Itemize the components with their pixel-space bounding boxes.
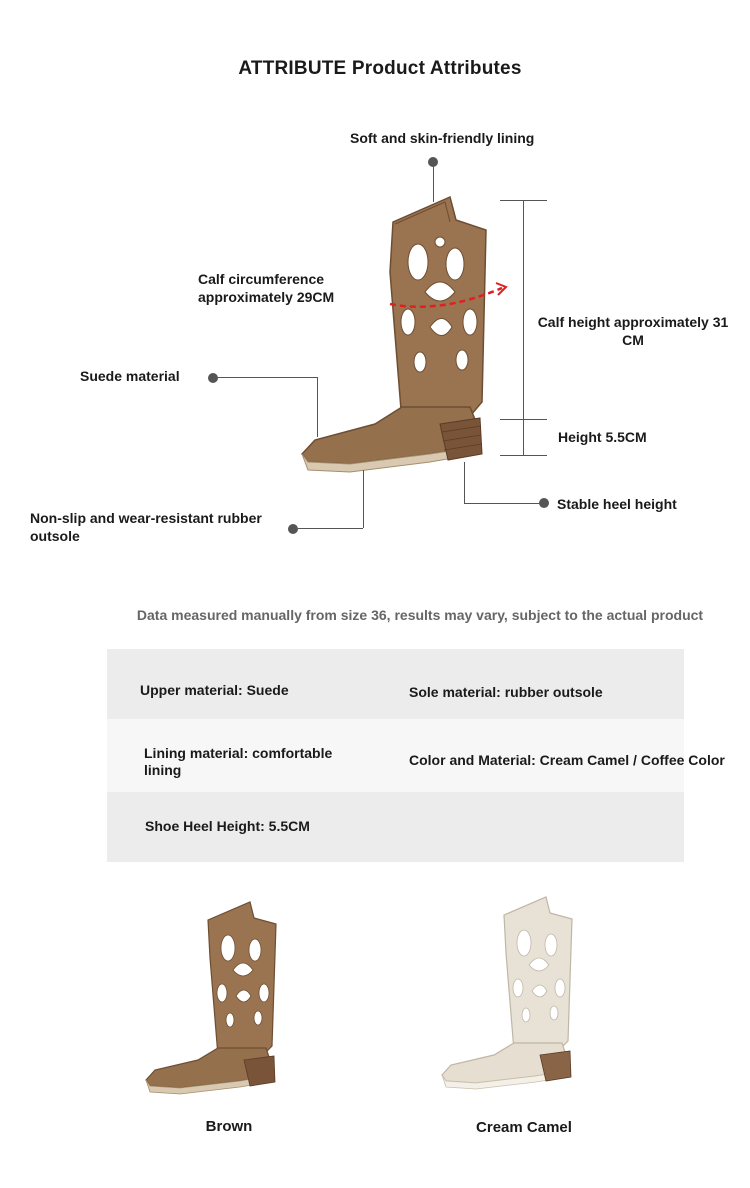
spec-row — [107, 792, 684, 862]
callout-lining: Soft and skin-friendly lining — [350, 130, 535, 146]
spec-row — [107, 649, 684, 719]
callout-suede-leader-v — [317, 377, 318, 437]
spec-cell: Sole material: rubber outsole — [409, 684, 603, 700]
dimension-mid-tick — [500, 419, 547, 420]
callout-lining-leader — [433, 166, 434, 202]
variant-boot-cream-camel — [436, 893, 576, 1098]
callout-calf-circumference: Calf circumference approximately 29CM — [198, 271, 335, 305]
callout-outsole: Non-slip and wear-resistant rubber outsole — [30, 510, 262, 544]
variant-label-brown: Brown — [205, 1118, 253, 1135]
spec-cell: Lining material: comfortable lining — [144, 745, 333, 778]
spec-cell: Upper material: Suede — [140, 682, 289, 698]
spec-cell: Color and Material: Cream Camel / Coffee Color — [409, 752, 725, 768]
spec-table — [107, 649, 725, 862]
callout-suede-dot — [208, 373, 218, 383]
callout-stable-heel: Stable heel height — [557, 496, 677, 512]
callout-outsole-dot — [288, 524, 298, 534]
spec-cell: Shoe Heel Height: 5.5CM — [145, 818, 310, 834]
callout-suede: Suede material — [80, 368, 180, 384]
callout-outsole-leader-h — [298, 528, 363, 529]
callout-heel-height: Height 5.5CM — [558, 429, 647, 445]
spec-row — [107, 719, 725, 792]
callout-calf-height: Calf height approximately 31 CM — [537, 314, 729, 348]
callout-stable-heel-leader-h — [464, 503, 540, 504]
callout-stable-heel-dot — [539, 498, 549, 508]
measurement-note: Data measured manually from size 36, results may vary, subject to the actual product — [136, 607, 704, 623]
variant-label-cream-camel: Cream Camel — [476, 1119, 572, 1136]
callout-stable-heel-leader-v — [464, 462, 465, 503]
variant-boot-brown — [140, 898, 280, 1103]
dimension-vertical-line — [523, 200, 524, 456]
callout-outsole-leader-v — [363, 470, 364, 528]
boot-illustration-main — [290, 192, 520, 482]
dimension-bottom-tick — [500, 455, 547, 456]
page-title: ATTRIBUTE Product Attributes — [238, 58, 522, 79]
callout-suede-leader-h — [218, 377, 317, 378]
